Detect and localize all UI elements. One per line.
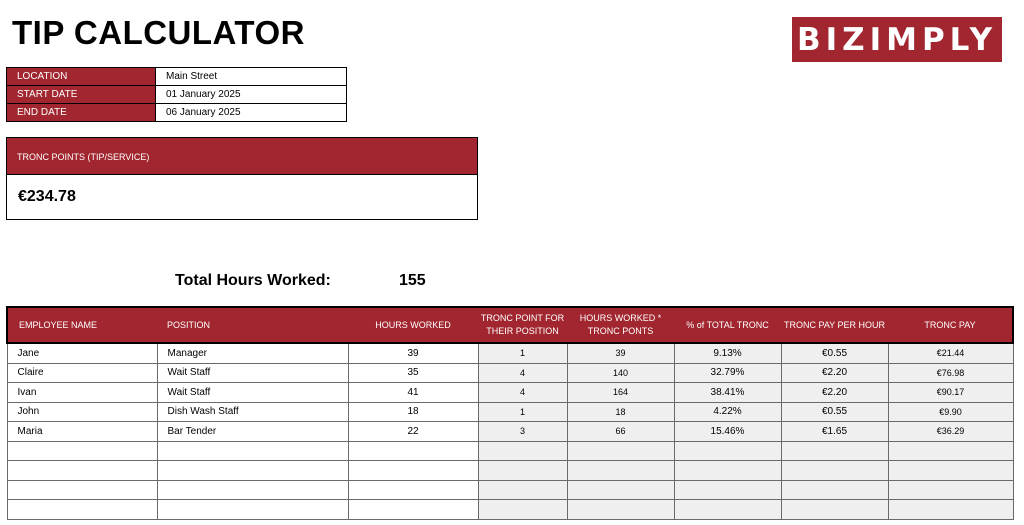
cell-tronc-pay[interactable]: €36.29: [888, 422, 1013, 442]
cell-employee-name[interactable]: Claire: [7, 363, 157, 383]
cell-hours-x-points[interactable]: [567, 441, 674, 461]
cell-employee-name[interactable]: [7, 480, 157, 500]
col-header-hours-worked: HOURS WORKED: [348, 307, 478, 343]
cell-position[interactable]: Dish Wash Staff: [157, 402, 348, 422]
cell-position[interactable]: [157, 461, 348, 481]
table-row: [7, 480, 1013, 500]
table-row: [7, 383, 1013, 403]
cell-employee-name[interactable]: Jane: [7, 343, 157, 363]
cell-percent-tronc[interactable]: 32.79%: [674, 363, 781, 383]
cell-hours-x-points[interactable]: 18: [567, 402, 674, 422]
col-header-tronc-point: TRONC POINT FOR THEIR POSITION: [478, 307, 567, 343]
cell-position[interactable]: Bar Tender: [157, 422, 348, 442]
cell-hours-x-points[interactable]: [567, 461, 674, 481]
cell-position[interactable]: Manager: [157, 343, 348, 363]
cell-position[interactable]: [157, 480, 348, 500]
table-row: [7, 343, 1013, 363]
cell-employee-name[interactable]: John: [7, 402, 157, 422]
end-date-value[interactable]: 06 January 2025: [156, 104, 347, 122]
cell-tronc-point[interactable]: 4: [478, 363, 567, 383]
cell-pay-per-hour[interactable]: [781, 480, 888, 500]
cell-employee-name[interactable]: [7, 461, 157, 481]
cell-percent-tronc[interactable]: 15.46%: [674, 422, 781, 442]
start-date-label: START DATE: [7, 86, 156, 104]
cell-tronc-pay[interactable]: €90.17: [888, 383, 1013, 403]
cell-tronc-point[interactable]: [478, 500, 567, 520]
cell-hours-worked[interactable]: [348, 480, 478, 500]
cell-employee-name[interactable]: [7, 441, 157, 461]
table-row: [7, 422, 1013, 442]
cell-tronc-pay[interactable]: €9.90: [888, 402, 1013, 422]
cell-hours-worked[interactable]: 18: [348, 402, 478, 422]
cell-hours-worked[interactable]: 22: [348, 422, 478, 442]
cell-tronc-point[interactable]: [478, 480, 567, 500]
cell-pay-per-hour[interactable]: €0.55: [781, 402, 888, 422]
cell-hours-x-points[interactable]: 39: [567, 343, 674, 363]
cell-hours-worked[interactable]: 35: [348, 363, 478, 383]
col-header-percent-tronc: % of TOTAL TRONC: [674, 307, 781, 343]
bizimply-logo: BIZIMPLY: [792, 17, 1002, 62]
cell-tronc-point[interactable]: [478, 461, 567, 481]
cell-hours-worked[interactable]: [348, 441, 478, 461]
cell-percent-tronc[interactable]: [674, 441, 781, 461]
cell-percent-tronc[interactable]: 9.13%: [674, 343, 781, 363]
tronc-points-box: [6, 137, 478, 220]
cell-tronc-point[interactable]: 3: [478, 422, 567, 442]
cell-hours-worked[interactable]: [348, 461, 478, 481]
cell-pay-per-hour[interactable]: €2.20: [781, 363, 888, 383]
cell-position[interactable]: [157, 500, 348, 520]
cell-employee-name[interactable]: Ivan: [7, 383, 157, 403]
cell-tronc-pay[interactable]: [888, 480, 1013, 500]
table-row: [7, 461, 1013, 481]
page-title: TIP CALCULATOR: [12, 14, 305, 51]
info-row-start-date: [7, 86, 347, 104]
cell-position[interactable]: [157, 441, 348, 461]
col-header-tronc-pay: TRONC PAY: [888, 307, 1013, 343]
info-row-location: [7, 68, 347, 86]
cell-tronc-point[interactable]: 1: [478, 402, 567, 422]
cell-hours-x-points[interactable]: 66: [567, 422, 674, 442]
cell-tronc-pay[interactable]: €21.44: [888, 343, 1013, 363]
cell-hours-worked[interactable]: [348, 500, 478, 520]
cell-percent-tronc[interactable]: 38.41%: [674, 383, 781, 403]
cell-pay-per-hour[interactable]: [781, 500, 888, 520]
cell-tronc-point[interactable]: [478, 441, 567, 461]
table-row: [7, 363, 1013, 383]
end-date-label: END DATE: [7, 104, 156, 122]
cell-pay-per-hour[interactable]: [781, 441, 888, 461]
cell-position[interactable]: Wait Staff: [157, 383, 348, 403]
col-header-pay-per-hour: TRONC PAY PER HOUR: [781, 307, 888, 343]
cell-percent-tronc[interactable]: [674, 500, 781, 520]
cell-tronc-pay[interactable]: [888, 441, 1013, 461]
cell-pay-per-hour[interactable]: €2.20: [781, 383, 888, 403]
tronc-points-label: TRONC POINTS (TIP/SERVICE): [7, 138, 477, 175]
info-table: [6, 67, 347, 122]
location-value[interactable]: Main Street: [156, 68, 347, 86]
table-row: [7, 402, 1013, 422]
cell-pay-per-hour[interactable]: €1.65: [781, 422, 888, 442]
cell-employee-name[interactable]: Maria: [7, 422, 157, 442]
cell-hours-x-points[interactable]: [567, 500, 674, 520]
total-hours-value: 155: [399, 272, 426, 289]
cell-pay-per-hour[interactable]: €0.55: [781, 343, 888, 363]
total-hours-label: Total Hours Worked:: [175, 272, 331, 289]
cell-percent-tronc[interactable]: 4.22%: [674, 402, 781, 422]
table-header-row: [7, 307, 1013, 343]
cell-percent-tronc[interactable]: [674, 480, 781, 500]
cell-tronc-pay[interactable]: [888, 500, 1013, 520]
col-header-position: POSITION: [157, 307, 348, 343]
cell-pay-per-hour[interactable]: [781, 461, 888, 481]
location-label: LOCATION: [7, 68, 156, 86]
col-header-employee-name: EMPLOYEE NAME: [7, 307, 157, 343]
start-date-value[interactable]: 01 January 2025: [156, 86, 347, 104]
info-row-end-date: [7, 104, 347, 122]
cell-tronc-pay[interactable]: [888, 461, 1013, 481]
cell-tronc-point[interactable]: 4: [478, 383, 567, 403]
cell-hours-x-points[interactable]: [567, 480, 674, 500]
cell-tronc-point[interactable]: 1: [478, 343, 567, 363]
cell-hours-x-points[interactable]: 140: [567, 363, 674, 383]
table-row: [7, 500, 1013, 520]
tronc-points-value[interactable]: €234.78: [18, 188, 76, 205]
cell-employee-name[interactable]: [7, 500, 157, 520]
cell-hours-worked[interactable]: 39: [348, 343, 478, 363]
cell-position[interactable]: Wait Staff: [157, 363, 348, 383]
cell-hours-x-points[interactable]: 164: [567, 383, 674, 403]
cell-percent-tronc[interactable]: [674, 461, 781, 481]
cell-tronc-pay[interactable]: €76.98: [888, 363, 1013, 383]
table-row: [7, 441, 1013, 461]
col-header-hours-x-points: HOURS WORKED * TRONC PONTS: [567, 307, 674, 343]
cell-hours-worked[interactable]: 41: [348, 383, 478, 403]
employee-table: [6, 306, 1014, 520]
